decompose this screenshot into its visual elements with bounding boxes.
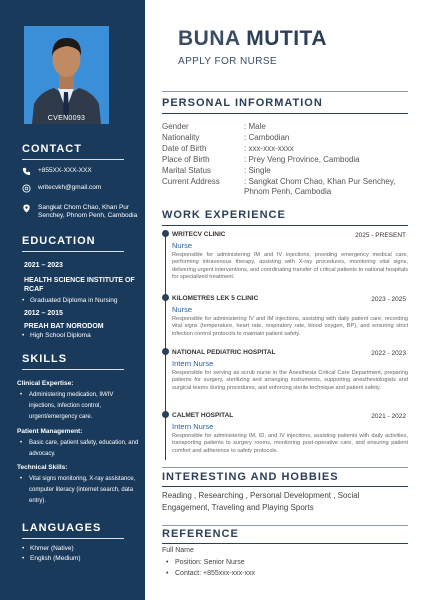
phone-icon — [22, 167, 31, 176]
skill-item: • Administering medication, IM/IV injections, infection control, urgent/emergency care. — [29, 390, 139, 423]
job-company: WRITECV CLINIC — [172, 231, 226, 238]
education-degree: • Graduated Diploma in Nursing — [30, 297, 117, 306]
job-role: Intern Nurse — [172, 359, 214, 368]
job-dates: 2021 - 2022 — [371, 413, 406, 420]
education-years: 2021 – 2023 — [24, 262, 63, 269]
personal-value: : xxx-xxx-xxxx — [244, 144, 294, 153]
contact-address: Sangkat Chom Chao, Khan Pur Senchey, Phnom Penh, Cambodia — [38, 204, 138, 219]
job-company: NATIONAL PEDIATRIC HOSPITAL — [172, 349, 276, 356]
contact-phone: +855XX-XXX-XXX — [38, 167, 92, 174]
contact-email[interactable]: writecvkh@gmail.com — [38, 184, 102, 191]
education-school: PREAH BAT NORODOM — [24, 323, 104, 330]
personal-top-divider — [162, 91, 408, 92]
portrait-image — [24, 26, 109, 124]
reference-top-divider — [162, 525, 408, 526]
timeline-dot — [162, 294, 169, 301]
language-item: • English (Medium) — [30, 555, 81, 564]
contact-heading: CONTACT — [22, 143, 82, 155]
education-years: 2012 – 2015 — [24, 310, 63, 317]
photo-id-label: CVEN0093 — [47, 115, 86, 122]
job-role: Nurse — [172, 305, 193, 314]
personal-label: Gender — [162, 122, 189, 131]
applied-role: APPLY FOR NURSE — [178, 56, 277, 67]
sidebar — [0, 0, 145, 600]
hobbies-heading: INTERESTING AND HOBBIES — [162, 471, 339, 483]
education-heading: EDUCATION — [22, 235, 96, 247]
personal-value: : Sangkat Chom Chao, Khan Pur Senchey, Phnom Penh, Cambodia — [244, 177, 396, 196]
skill-item: • Vital signs monitoring, X-ray assistance, computer literacy (internet search, data entry). — [29, 474, 139, 507]
email-icon — [22, 184, 31, 193]
job-description: Responsible for administering IM, ID, and IV injections, assisting patients with daily activities, transporting patients to surgery rooms, monitoring post-operative care, and ensuring patient comfort and adherence to safety protocols. — [172, 433, 408, 454]
personal-value: : Male — [244, 122, 266, 131]
personal-divider — [162, 113, 408, 114]
education-degree: • High School Diploma — [30, 332, 91, 341]
job-dates: 2023 - 2025 — [371, 296, 406, 303]
skills-heading: SKILLS — [22, 353, 68, 365]
education-divider — [22, 251, 124, 252]
hobbies-divider — [162, 486, 408, 487]
languages-heading: LANGUAGES — [22, 522, 102, 534]
personal-label: Date of Birth — [162, 144, 207, 153]
job-company: KILOMETRES LEK 5 CLINIC — [172, 295, 259, 302]
personal-heading: PERSONAL INFORMATION — [162, 97, 323, 109]
job-role: Intern Nurse — [172, 422, 214, 431]
reference-item: • Position: Senior Nurse — [175, 559, 245, 566]
job-description: Responsible for serving as scrub nurse in the Anesthesia Critical Care Department, preparing patients for surgery, sterilizing and arranging instruments, supporting anesthesiologists and surgical teams during procedures, and enforcing sterile technique and patient safety. — [172, 370, 408, 391]
skill-item: • Basic care, patient safety, education, and advocacy. — [29, 438, 139, 460]
personal-label: Current Address — [162, 177, 220, 186]
job-description: Responsible for administering IV and IM injections, assisting with daily patient care, recording vital signs (temperature, heart rate, respiratory rate, blood oxygen, BP), and ensuring strict infection control protocols to maintain patient safety. — [172, 316, 408, 337]
job-company: CALMET HOSPITAL — [172, 412, 234, 419]
first-name: BUNA — [178, 27, 240, 50]
skill-category: Technical Skills: — [17, 464, 68, 471]
reference-item: • Contact: +855xxx-xxx-xxx — [175, 570, 255, 577]
hobbies-text: Reading , Researching , Personal Development , Social Engagement, Traveling and Playing Sports — [162, 491, 360, 512]
education-school: HEALTH SCIENCE INSTITUTE OF RCAF — [24, 277, 135, 293]
location-icon — [22, 204, 31, 213]
personal-value: : Single — [244, 166, 271, 175]
timeline-dot — [162, 348, 169, 355]
reference-heading: REFERENCE — [162, 528, 239, 540]
work-divider — [162, 225, 408, 226]
job-dates: 2025 - PRESENT — [355, 232, 406, 239]
contact-divider — [22, 159, 124, 160]
timeline-dot — [162, 230, 169, 237]
candidate-name — [178, 27, 327, 51]
profile-photo — [24, 26, 109, 124]
languages-divider — [22, 538, 124, 539]
reference-name: Full Name — [162, 547, 194, 554]
reference-divider — [162, 543, 408, 544]
last-name: MUTITA — [246, 27, 327, 50]
work-heading: WORK EXPERIENCE — [162, 209, 286, 221]
personal-label: Marital Status — [162, 166, 211, 175]
skill-category: Patient Management: — [17, 428, 83, 435]
skills-divider — [22, 369, 124, 370]
work-timeline — [165, 234, 166, 460]
personal-value: : Prey Veng Province, Cambodia — [244, 155, 360, 164]
personal-label: Nationality — [162, 133, 200, 142]
job-description: Responsible for administering IM and IV injections, providing emergency medical care, performing intravenous therapy, assisting with X-ray procedures, monitoring vital signs, delivering urgent interventions, and coordinating transfer of critical patients to national hospitals for specialized treatment. — [172, 252, 408, 280]
personal-label: Place of Birth — [162, 155, 210, 164]
language-item: • Khmer (Native) — [30, 545, 74, 554]
timeline-dot — [162, 411, 169, 418]
skill-category: Clinical Expertise: — [17, 380, 74, 387]
personal-value: : Cambodian — [244, 133, 290, 142]
hobbies-top-divider — [162, 467, 408, 468]
job-dates: 2022 - 2023 — [371, 350, 406, 357]
job-role: Nurse — [172, 241, 193, 250]
